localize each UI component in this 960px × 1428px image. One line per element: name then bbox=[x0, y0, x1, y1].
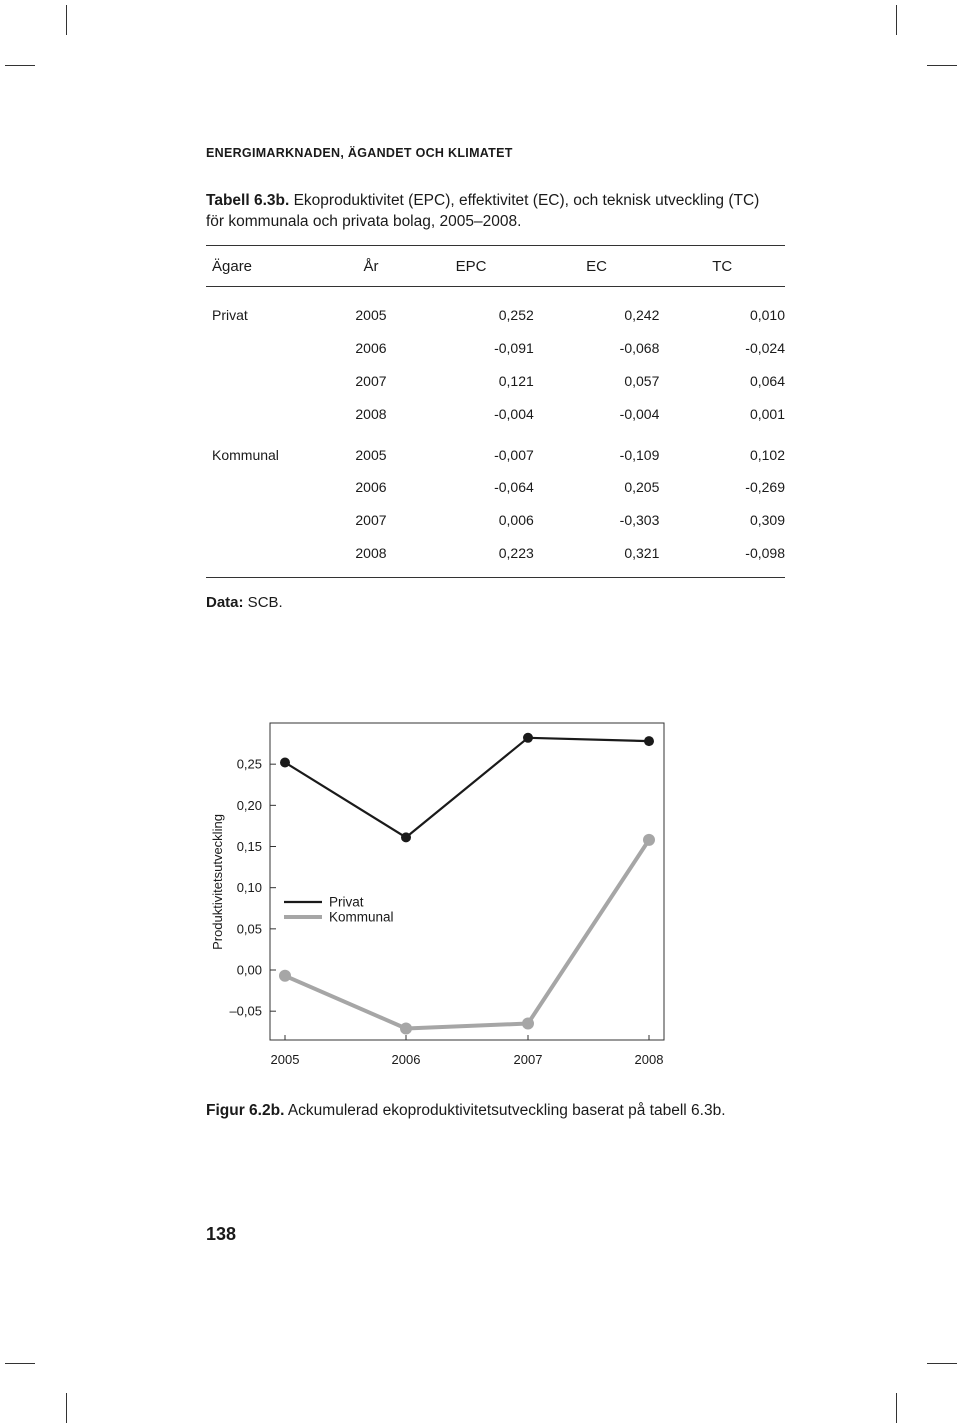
table-row bbox=[206, 287, 785, 332]
crop-mark bbox=[5, 65, 35, 66]
owner-cell bbox=[206, 471, 334, 504]
tc-cell: 0,001 bbox=[749, 405, 785, 422]
year-cell: 2008 bbox=[334, 537, 409, 578]
epc-cell: 0,121 bbox=[498, 372, 534, 389]
table-caption-label: Tabell 6.3b. bbox=[206, 192, 290, 209]
y-tick-label: 0,05 bbox=[236, 921, 262, 937]
y-tick-label: 0,15 bbox=[236, 839, 262, 855]
data-point-kommunal bbox=[400, 1023, 412, 1035]
y-tick-label: –0,05 bbox=[229, 1003, 262, 1019]
year-cell: 2005 bbox=[355, 446, 387, 463]
data-point-kommunal bbox=[643, 834, 655, 846]
figure-caption-label: Figur 6.2b. bbox=[206, 1102, 285, 1119]
crop-mark bbox=[896, 5, 897, 35]
plot-area-frame bbox=[270, 723, 664, 1040]
column-header-ec: EC bbox=[534, 246, 660, 287]
owner-cell bbox=[206, 397, 334, 438]
ec-cell: 0,242 bbox=[624, 307, 660, 324]
tc-cell: 0,010 bbox=[749, 307, 785, 324]
y-axis-ticks bbox=[229, 757, 276, 1019]
table-caption-text: Ekoproduktivitet (EPC), effektivitet (EC), och teknisk utveckling (TC) för kommunala och privata bolag, 2005–2008. bbox=[206, 192, 760, 230]
ec-cell: 0,321 bbox=[534, 537, 660, 578]
figure-caption bbox=[206, 1102, 726, 1120]
source-text: SCB. bbox=[243, 594, 283, 611]
epc-cell: 0,006 bbox=[498, 512, 534, 529]
tc-cell: 0,102 bbox=[749, 446, 785, 463]
table-container bbox=[206, 245, 785, 578]
page-number: 138 bbox=[206, 1224, 237, 1244]
source-label: Data: bbox=[206, 594, 244, 611]
data-point-privat bbox=[644, 736, 654, 746]
table-header-row bbox=[206, 246, 785, 287]
table-row bbox=[206, 397, 785, 438]
table-body bbox=[206, 287, 785, 578]
table-caption bbox=[206, 190, 776, 232]
epc-cell: 0,223 bbox=[408, 537, 534, 578]
tc-cell: -0,269 bbox=[745, 479, 785, 496]
x-tick-label: 2005 bbox=[270, 1052, 300, 1067]
tc-cell: -0,098 bbox=[659, 537, 785, 578]
owner-cell: Kommunal bbox=[212, 446, 279, 463]
owner-cell bbox=[206, 365, 334, 398]
tc-cell: 0,064 bbox=[749, 372, 785, 389]
year-cell: 2006 bbox=[355, 479, 387, 496]
tc-cell: 0,309 bbox=[749, 512, 785, 529]
crop-mark bbox=[5, 1363, 35, 1364]
legend-label: Kommunal bbox=[329, 909, 394, 925]
crop-mark bbox=[66, 5, 67, 35]
ec-cell: 0,057 bbox=[624, 372, 660, 389]
data-point-privat bbox=[523, 733, 533, 743]
owner-cell: Privat bbox=[212, 307, 248, 324]
table-row bbox=[206, 504, 785, 537]
year-cell: 2007 bbox=[355, 372, 387, 389]
table-row bbox=[206, 365, 785, 398]
table-row bbox=[206, 438, 785, 471]
table-source bbox=[206, 594, 283, 611]
owner-cell bbox=[206, 504, 334, 537]
y-tick-label: 0,00 bbox=[236, 962, 262, 978]
data-point-kommunal bbox=[522, 1018, 534, 1030]
year-cell: 2007 bbox=[355, 512, 387, 529]
column-header-tc: TC bbox=[659, 246, 785, 287]
y-tick-label: 0,25 bbox=[236, 756, 262, 772]
productivity-line-chart bbox=[200, 715, 680, 1075]
ec-cell: -0,303 bbox=[619, 512, 660, 529]
x-tick-label: 2006 bbox=[391, 1052, 421, 1067]
column-header-owner: Ägare bbox=[206, 246, 334, 287]
year-cell: 2005 bbox=[355, 307, 387, 324]
crop-mark bbox=[896, 1393, 897, 1423]
series-line-privat bbox=[285, 738, 649, 838]
table-row bbox=[206, 537, 785, 578]
y-axis-label: Produktivitetsutveckling bbox=[210, 814, 225, 950]
ec-cell: -0,004 bbox=[619, 405, 660, 422]
x-tick-label: 2008 bbox=[634, 1052, 664, 1067]
ec-cell: -0,068 bbox=[619, 340, 660, 357]
ec-cell: 0,205 bbox=[624, 479, 660, 496]
data-point-privat bbox=[401, 832, 411, 842]
y-tick-label: 0,10 bbox=[236, 880, 262, 896]
crop-mark bbox=[927, 65, 957, 66]
epc-cell: -0,007 bbox=[494, 446, 534, 463]
year-cell: 2008 bbox=[355, 405, 387, 422]
series-line-kommunal bbox=[285, 840, 649, 1029]
data-point-privat bbox=[280, 758, 290, 768]
legend bbox=[284, 895, 394, 925]
table-row bbox=[206, 332, 785, 365]
figure-caption-text: Ackumulerad ekoproduktivitetsutveckling baserat på tabell 6.3b. bbox=[284, 1102, 726, 1119]
productivity-table bbox=[206, 245, 785, 578]
epc-cell: -0,091 bbox=[494, 340, 534, 357]
legend-label: Privat bbox=[329, 894, 364, 910]
crop-mark bbox=[66, 1393, 67, 1423]
data-point-kommunal bbox=[279, 970, 291, 982]
table-row bbox=[206, 471, 785, 504]
series-group bbox=[279, 733, 655, 1035]
owner-cell bbox=[206, 537, 334, 578]
x-tick-label: 2007 bbox=[513, 1052, 543, 1067]
owner-cell bbox=[206, 332, 334, 365]
epc-cell: -0,064 bbox=[494, 479, 534, 496]
column-header-epc: EPC bbox=[408, 246, 534, 287]
crop-mark bbox=[927, 1363, 957, 1364]
y-tick-label: 0,20 bbox=[236, 797, 262, 813]
epc-cell: -0,004 bbox=[494, 405, 534, 422]
running-head: ENERGIMARKNADEN, ÄGANDET OCH KLIMATET bbox=[206, 146, 513, 160]
year-cell: 2006 bbox=[355, 340, 387, 357]
tc-cell: -0,024 bbox=[745, 340, 785, 357]
table-header bbox=[206, 246, 785, 287]
column-header-year: År bbox=[334, 246, 409, 287]
ec-cell: -0,109 bbox=[619, 446, 660, 463]
epc-cell: 0,252 bbox=[498, 307, 534, 324]
